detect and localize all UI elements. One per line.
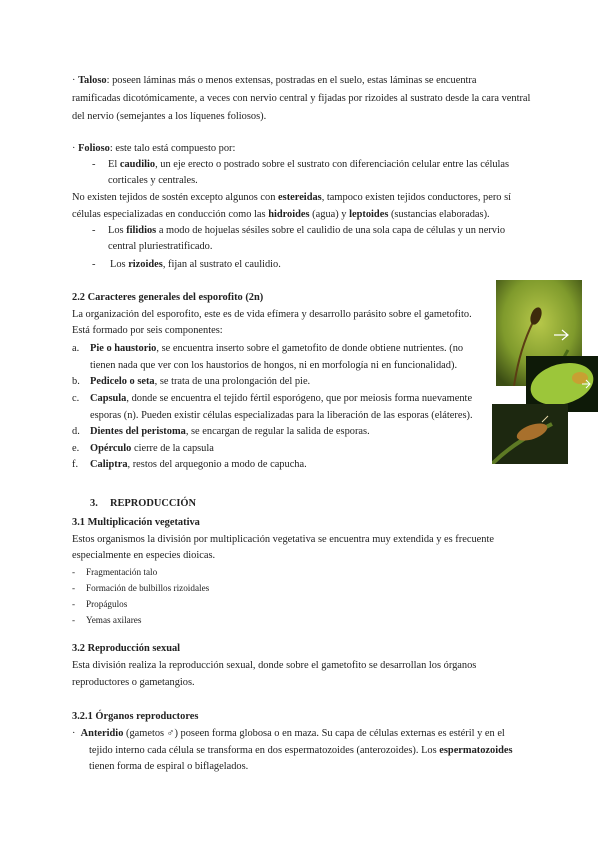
folioso-para-2 [72, 208, 490, 221]
folioso-sub1-line2: corticales y centrales. [108, 175, 198, 186]
list-item-letter: f. [72, 459, 79, 470]
list-item-term: Pedicelo o seta [90, 376, 155, 387]
bullet: · [72, 75, 76, 86]
anteridio-line1 [72, 727, 505, 740]
section-2-2-line1: La organización del esporofito, este es de vida efímera y desarrollo parásito sobre el gametofito. [72, 309, 472, 320]
list-item-letter: e. [72, 443, 80, 454]
list-item-letter: d. [72, 426, 80, 437]
section-3-1-line1: Estos organismos la división por multiplicación vegetativa se encuentra muy extendida y es frecuente [72, 534, 494, 545]
list-item-term: Opérculo [90, 443, 132, 454]
bullet: · [72, 143, 76, 154]
section-3-2-line2: reproductores o gametangios. [72, 677, 195, 688]
text: Los [108, 225, 127, 236]
section-3-number: 3. [90, 498, 98, 509]
list-item-text: , restos del arquegonio a modo de capucha. [127, 459, 307, 470]
text: , fijan al sustrato el caulidio. [162, 259, 281, 270]
folioso-term: Folioso [78, 143, 110, 154]
espermatozoides-term: espermatozoides [439, 745, 513, 756]
text: Los [110, 259, 129, 270]
taloso-line-2: ramificadas dicotómicamente, a veces con nervio central y fijadas por rizoides al sustrato desde la cara ventral [72, 93, 531, 104]
list-item-term: Caliptra [90, 459, 128, 470]
list-item-letter: b. [72, 376, 80, 387]
anteridio-line2 [89, 744, 513, 757]
text: El [108, 159, 120, 170]
folioso-sub2 [108, 224, 505, 237]
list-item [90, 375, 310, 388]
section-3-2-1-heading: 3.2.1 Órganos reproductores [72, 711, 199, 722]
folioso-sub3 [110, 258, 281, 271]
section-3-1-line2: especialmente en especies dioicas. [72, 550, 216, 561]
list-item: Formación de bulbillos rizoidales [86, 583, 210, 593]
list-item-text: cierre de la capsula [131, 443, 214, 454]
bullet: · [72, 728, 76, 739]
bullet: - [72, 567, 76, 577]
bullet: - [72, 599, 76, 609]
text: (sustancias elaboradas). [388, 209, 490, 220]
filidios-term: filidios [126, 225, 157, 236]
list-item [90, 458, 307, 471]
list-item [90, 342, 463, 355]
list-item-term: Pie o haustorio [90, 343, 157, 354]
list-item-text: , se encargan de regular la salida de esporas. [185, 426, 370, 437]
list-item [90, 392, 472, 405]
text: , tampoco existen tejidos conductores, pero sí [321, 192, 512, 203]
list-item: Propágulos [86, 599, 128, 609]
bullet: - [72, 615, 76, 625]
list-item [90, 425, 370, 438]
folioso-sub2-line2: central pluriestratificado. [108, 241, 213, 252]
list-item-letter: a. [72, 343, 80, 354]
list-item [90, 442, 214, 455]
section-3-1-heading: 3.1 Multiplicación vegetativa [72, 517, 200, 528]
text: , un eje erecto o postrado sobre el sustrato con diferenciación celular entre las células [155, 159, 510, 170]
text: (agua) y [309, 209, 350, 220]
list-item: Yemas axilares [86, 615, 142, 625]
folioso-line [72, 142, 235, 155]
text: células especializadas en conducción como las [72, 209, 269, 220]
rizoides-term: rizoides [128, 259, 163, 270]
folioso-para-1 [72, 191, 511, 204]
caudilio-term: caudilio [119, 159, 156, 170]
list-item-term: Dientes del peristoma [90, 426, 186, 437]
list-item-letter: c. [72, 393, 80, 404]
peristome-photo [492, 404, 568, 464]
list-item: Fragmentación talo [86, 567, 158, 577]
hidroides-term: hidroides [268, 209, 310, 220]
folioso-sub1-dash: - [92, 159, 96, 170]
estereidas-term: estereidas [278, 192, 322, 203]
text: (gametos ♂) poseen forma globosa o en maza. Su capa de células externas es estéril y en el [123, 728, 505, 739]
list-item-line2: esporas (n). Pueden existir células especializadas para la liberación de las esporas (eláteres). [90, 410, 473, 421]
text: a modo de hojuelas sésiles sobre el caulidio de una sola capa de células y un nervio [156, 225, 506, 236]
list-item-text: , se trata de una prolongación del pie. [154, 376, 311, 387]
text: tejido interno cada célula se transforma en dos espermatozoides (anterozoides). Los [89, 745, 440, 756]
taloso-line-1 [72, 74, 477, 87]
section-3-heading: REPRODUCCIÓN [110, 498, 197, 509]
anteridio-term: Anteridio [80, 728, 124, 739]
bullet: - [72, 583, 76, 593]
taloso-line-3: del nervio (semejantes a los líquenes foliosos). [72, 111, 267, 122]
section-3-2-line1: Esta división realiza la reproducción sexual, donde sobre el gametofito se desarrollan los órganos [72, 660, 477, 671]
section-2-2-line2: Está formado por seis componentes: [72, 325, 223, 336]
section-2-2-heading: 2.2 Caracteres generales del esporofito (2n) [72, 292, 264, 303]
list-item-line2: tienen nada que ver con los haustorios de hongos, ni en morfología ni en funcionalidad). [90, 360, 458, 371]
folioso-intro: : este talo está compuesto por: [109, 143, 236, 154]
list-item-text: , se encuentra inserto sobre el gametofito de donde obtiene nutrientes. (no [156, 343, 464, 354]
list-item-text: , donde se encuentra el tejido fértil esporógeno, que por meiosis forma nuevamente [126, 393, 473, 404]
list-item-term: Capsula [90, 393, 127, 404]
section-3-2-heading: 3.2 Reproducción sexual [72, 643, 181, 654]
folioso-sub3-dash: - [92, 259, 96, 270]
folioso-sub2-dash: - [92, 225, 96, 236]
taloso-term: Taloso [78, 75, 107, 86]
leptoides-term: leptoides [349, 209, 389, 220]
folioso-sub1 [108, 158, 509, 171]
text: No existen tejidos de sostén excepto algunos con [72, 192, 279, 203]
anteridio-line3: tienen forma de espiral o biflagelados. [89, 761, 249, 772]
taloso-text: : poseen láminas más o menos extensas, postradas en el suelo, estas láminas se encuentra [106, 75, 477, 86]
